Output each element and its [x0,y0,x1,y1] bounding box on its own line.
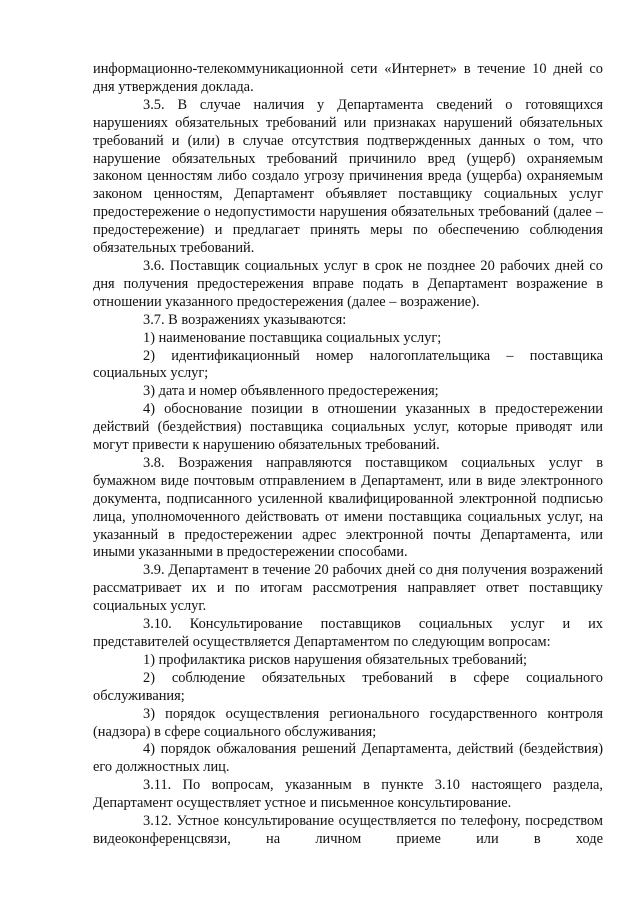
paragraph-3-10: 3.10. Консультирование поставщиков социальных услуг и их представителей осуществляется Департаментом по следующим вопросам: [93,616,603,650]
paragraph-3-7: 3.7. В возражениях указываются: [143,311,347,328]
paragraph-3-6: 3.6. Поставщик социальных услуг в срок не позднее 20 рабочих дней со дня получения предостережения вправе подать в Департамент возражение в отношении указанного предостережения (далее – возражение). [93,257,603,310]
paragraph-3-12: 3.12. Устное консультирование осуществляется по телефону, посредством видеоконференцсвязи, на личном приеме или в ходе [93,813,603,847]
paragraph-3-11: 3.11. По вопросам, указанным в пункте 3.10 настоящего раздела, Департамент осуществляет устное и письменное консультирование. [93,777,603,812]
list-item-3-10-1: 1) профилактика рисков нарушения обязательных требований; [143,651,528,668]
paragraph-3-8: 3.8. Возражения направляются поставщиком социальных услуг в бумажном виде почтовым отправлением в Департамент, или в виде электронного документа, подписанного усиленной квалифицированной электронной подписью лица, уполномоченного действовать от имени поставщика социальных услуг, на указанный в предостережении адрес электронной почты Департамента, или иными указанными в предостережении способами. [93,454,603,561]
list-item-3-7-3: 3) дата и номер объявленного предостережения; [143,383,439,400]
list-item-3-7-4: 4) обоснование позиции в отношении указанных в предостережении действий (бездействия) поставщика социальных услуг, которые приводят или могут привести к нарушению обязательных требований. [93,401,603,454]
list-item-3-10-2: 2) соблюдение обязательных требований в сфере социального обслуживания; [93,669,603,704]
paragraph-3-5: 3.5. В случае наличия у Департамента сведений о готовящихся нарушениях обязательных требований или признаках нарушений обязательных требований и (или) в случае отсутствия подтвержденных данных о том, что нарушение обязательных требований причинило вред (ущерб) охраняемым законом ценностям либо создало угрозу причинения вреда (ущерба) охраняемым законом ценностям, Департамент объявляет поставщику социальных услуг предостережение о недопустимости нарушения обязательных требований (далее – предостережение) и предлагает принять меры по обеспечению соблюдения обязательных требований. [93,96,603,257]
list-item-3-10-3: 3) порядок осуществления регионального государственного контроля (надзора) в сфере социального обслуживания; [93,705,603,740]
list-item-3-7-1: 1) наименование поставщика социальных услуг; [143,329,442,346]
paragraph-continuation: информационно-телекоммуникационной сети «Интернет» в течение 10 дней со дня утверждения доклада. [93,61,603,95]
list-item-3-7-2: 2) идентификационный номер налогоплательщика – поставщика социальных услуг; [93,347,603,382]
paragraph-3-9: 3.9. Департамент в течение 20 рабочих дней со дня получения возражений рассматривает их и по итогам рассмотрения направляет ответ поставщику социальных услуг. [93,562,603,615]
list-item-3-10-4: 4) порядок обжалования решений Департамента, действий (бездействия) его должностных лиц. [93,741,603,776]
document-page [93,61,603,849]
